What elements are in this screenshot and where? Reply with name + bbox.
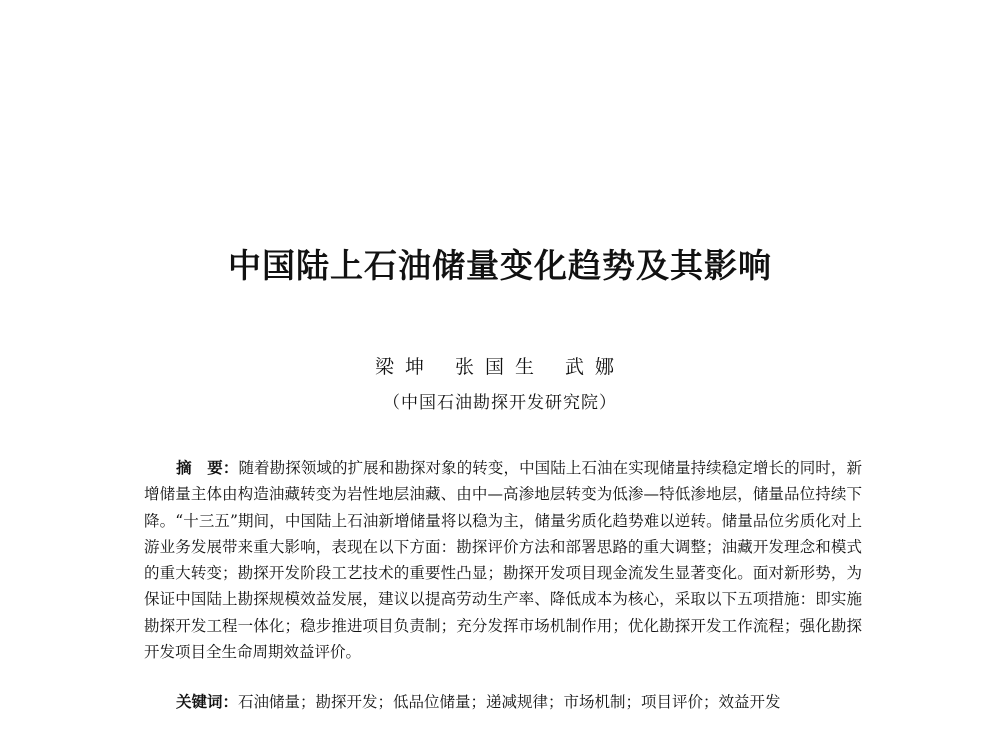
- keywords-text: 石油储量；勘探开发；低品位储量；递减规律；市场机制；项目评价；效益开发: [238, 693, 781, 711]
- author-affiliation: （中国石油勘探开发研究院）: [383, 393, 617, 413]
- abstract-label: 摘 要：: [176, 459, 239, 477]
- author-name: 梁坤: [374, 356, 435, 378]
- author-list: [0, 354, 1000, 380]
- abstract-text: 随着勘探领域的扩展和勘探对象的转变，中国陆上石油在实现储量持续稳定增长的同时，新增储量主体由构造油藏转变为岩性地层油藏、由中—高渗地层转变为低渗—特低渗地层，储量品位持续下降。“十三五”期间，中国陆上石油新增储量将以稳为主，储量劣质化趋势难以逆转。储量品位劣质化对上游业务发展带来重大影响，表现在以下方面：勘探评价方法和部署思路的重大调整；油藏开发理念和模式的重大转变；勘探开发阶段工艺技术的重要性凸显；勘探开发项目现金流发生显著变化。面对新形势，为保证中国陆上勘探规模效益发展，建议以提高劳动生产率、降低成本为核心，采取以下五项措施：即实施勘探开发工程一体化；稳步推进项目负责制；充分发挥市场机制作用；优化勘探开发工作流程；强化勘探开发项目全生命周期效益评价。: [144, 459, 862, 662]
- author-name: 张国生: [454, 356, 545, 378]
- author-name: 武娜: [565, 356, 626, 378]
- abstract: [144, 455, 862, 665]
- keywords: [176, 689, 876, 715]
- keywords-label: 关键词：: [176, 693, 239, 711]
- paper-title: 中国陆上石油储量变化趋势及其影响: [228, 246, 772, 285]
